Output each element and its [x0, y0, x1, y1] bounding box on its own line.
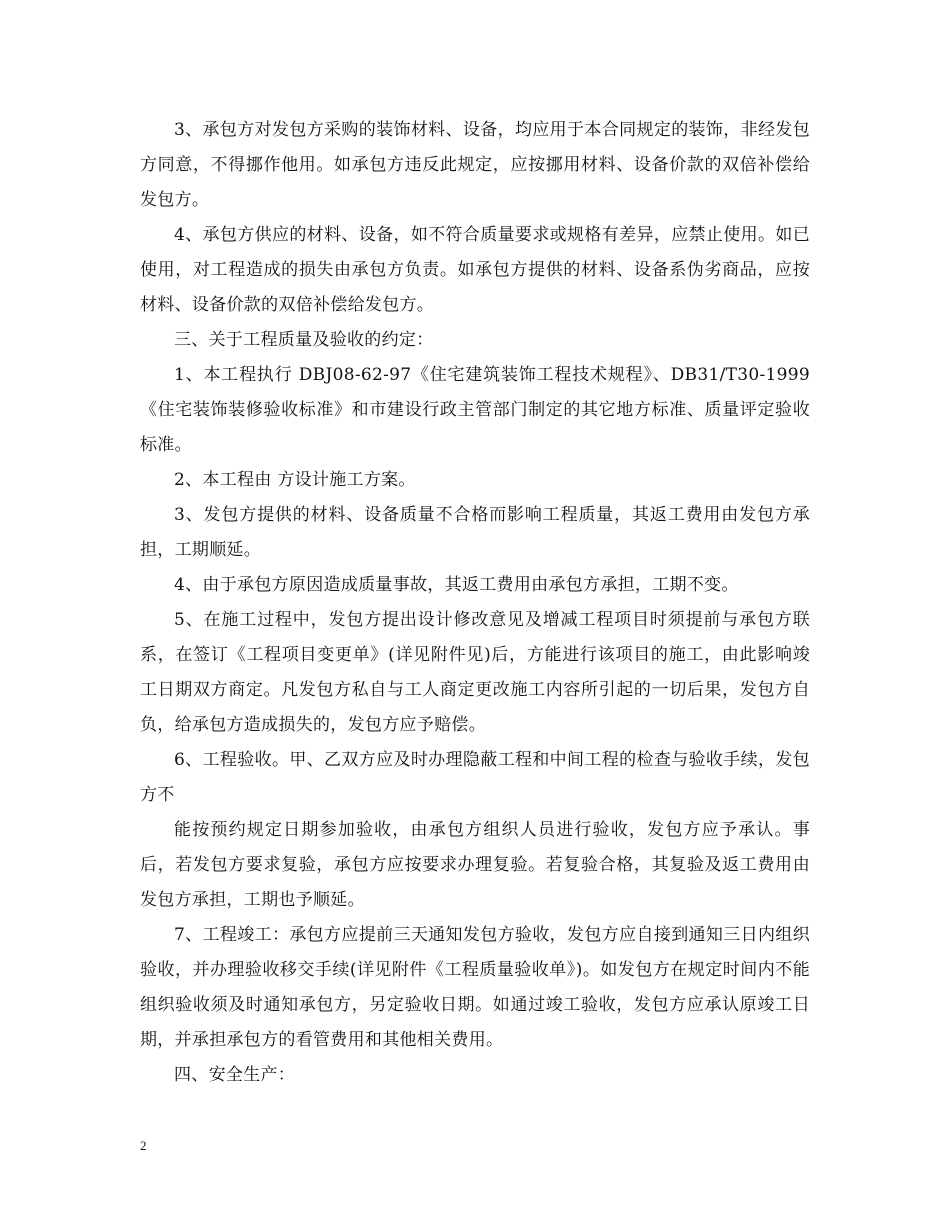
paragraph-acceptance: 6、工程验收。甲、乙双方应及时办理隐蔽工程和中间工程的检查与验收手续，发包方不 — [140, 750, 810, 805]
section-heading-safety: 四、安全生产： — [174, 1065, 296, 1085]
paragraph-material-use: 3、承包方对发包方采购的装饰材料、设备，均应用于本合同规定的装饰，非经发包方同意，不得挪作他用。如承包方违反此规定，应按挪用材料、设备价款的双倍补偿给发包方。 — [140, 120, 810, 210]
paragraph-completion: 7、工程竣工：承包方应提前三天通知发包方验收，发包方应自接到通知三日内组织验收，并办理验收移交手续(详见附件《工程质量验收单》)。如发包方在规定时间内不能组织验收须及时通知承包方，另定验收日期。如通过竣工验收，发包方应承认原竣工日期，并承担承包方的看管费用和其他相关费用。 — [140, 925, 810, 1050]
paragraph-design-change: 5、在施工过程中，发包方提出设计修改意见及增减工程项目时须提前与承包方联系，在签订《工程项目变更单》(详见附件见)后，方能进行该项目的施工，由此影响竣工日期双方商定。凡发包方私自与工人商定更改施工内容所引起的一切后果，发包方自负，给承包方造成损失的，发包方应予赔偿。 — [140, 610, 810, 735]
paragraph-acceptance-continued: 能按预约规定日期参加验收，由承包方组织人员进行验收，发包方应予承认。事后，若发包方要求复验，承包方应按要求办理复验。若复验合格，其复验及返工费用由发包方承担，工期也予顺延。 — [140, 820, 810, 910]
paragraph-material-quality: 4、承包方供应的材料、设备，如不符合质量要求或规格有差异，应禁止使用。如已使用，对工程造成的损失由承包方负责。如承包方提供的材料、设备系伪劣商品，应按材料、设备价款的双倍补偿给发包方。 — [140, 225, 810, 315]
page-number: 2 — [140, 1138, 147, 1153]
paragraph-supplied-quality: 3、发包方提供的材料、设备质量不合格而影响工程质量，其返工费用由发包方承担，工期顺延。 — [140, 505, 810, 560]
section-heading-quality: 三、关于工程质量及验收的约定： — [174, 330, 434, 350]
paragraph-quality-accident: 4、由于承包方原因造成质量事故，其返工费用由承包方承担，工期不变。 — [174, 575, 739, 595]
paragraph-standards: 1、本工程执行 DBJ08-62-97《住宅建筑装饰工程技术规程》、DB31/T30-1999《住宅装饰装修验收标准》和市建设行政主管部门制定的其它地方标准、质量评定验收标准。 — [140, 365, 810, 455]
paragraph-design-party: 2、本工程由 方设计施工方案。 — [174, 470, 416, 490]
document-body — [140, 113, 810, 1093]
